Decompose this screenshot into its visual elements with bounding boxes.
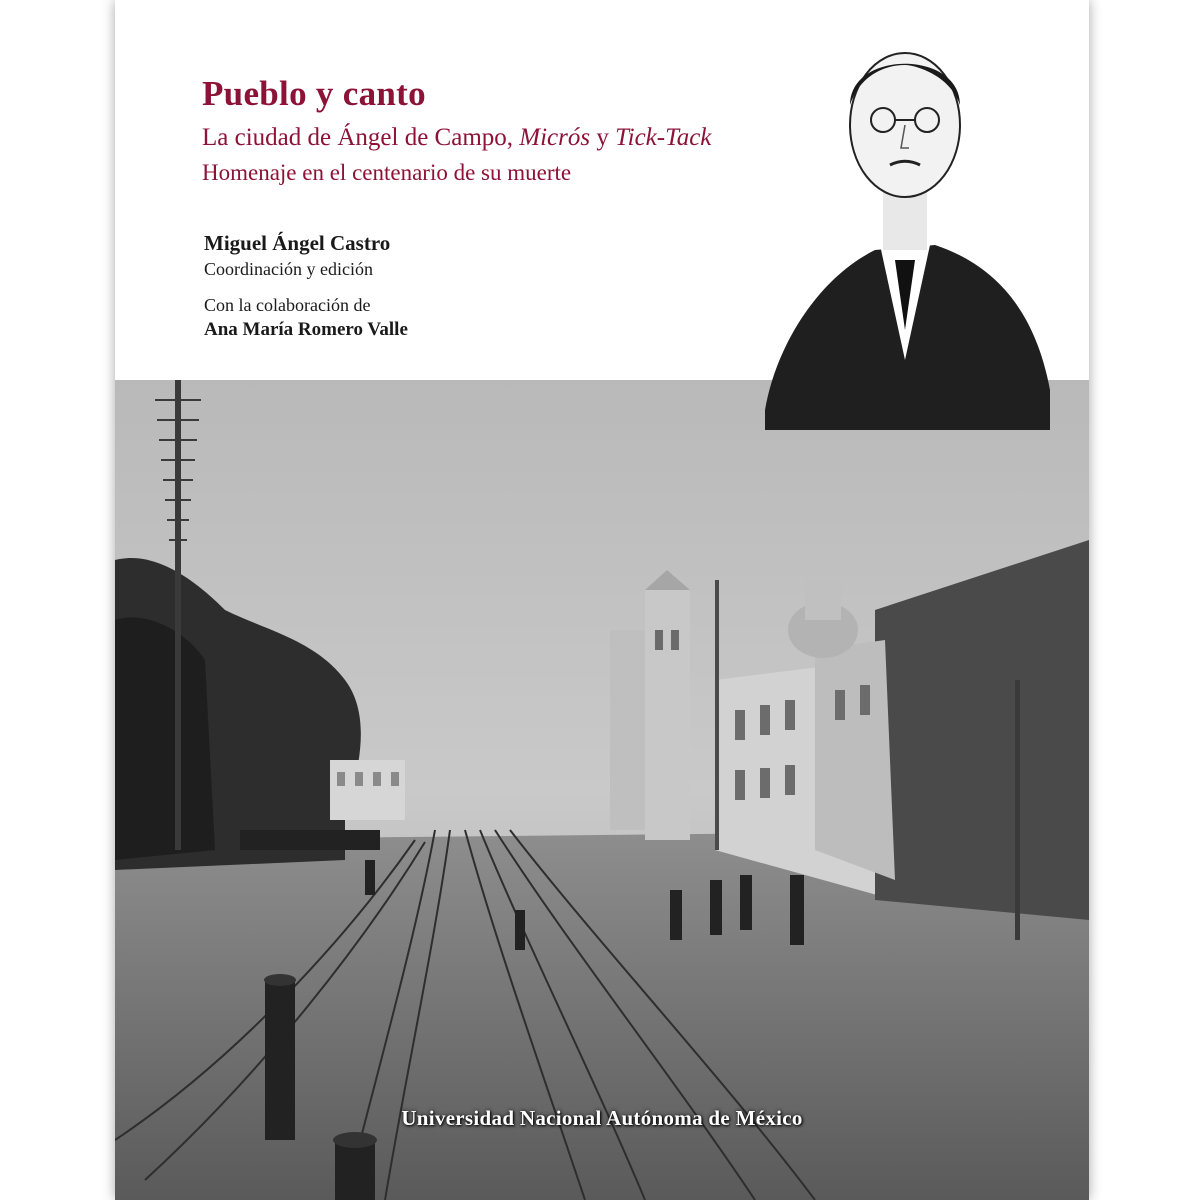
book-subtitle-line2: Homenaje en el centenario de su muerte — [202, 160, 572, 185]
book-title: Pueblo y canto — [202, 74, 426, 113]
publisher-name: Universidad Nacional Autónoma de México — [401, 1106, 803, 1130]
subtitle-italic-micros: Micrós — [519, 124, 591, 151]
author-name: Miguel Ángel Castro — [204, 231, 391, 255]
subtitle-italic-ticktack: Tick-Tack — [615, 124, 712, 151]
collaboration-label: Con la colaboración de — [204, 295, 371, 315]
author-portrait — [755, 30, 1055, 430]
book-subtitle — [202, 124, 711, 152]
book-cover — [115, 0, 1089, 1200]
collaborator-name: Ana María Romero Valle — [204, 319, 408, 340]
street-photograph — [115, 380, 1089, 1200]
subtitle-text: La ciudad de Ángel de Campo, — [202, 124, 520, 151]
author-role: Coordinación y edición — [204, 259, 373, 279]
subtitle-connector: y — [590, 124, 616, 151]
